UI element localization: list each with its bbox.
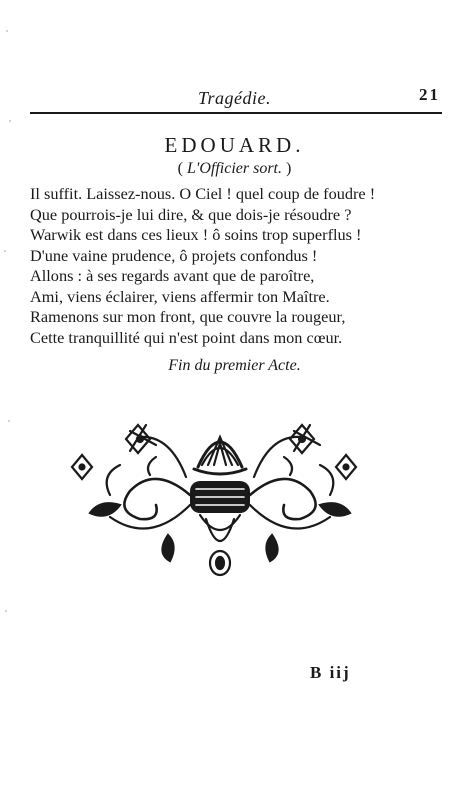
open-paren: ( <box>177 160 187 177</box>
page-speck <box>4 250 6 252</box>
signature-mark: B iij <box>310 663 351 682</box>
verse-line: Cette tranquillité qui n'est point dans mon cœur. <box>30 327 343 347</box>
verse-line: D'une vaine prudence, ô projets confondus ! <box>30 245 318 265</box>
verse-line: Il suffit. Laissez-nous. O Ciel ! quel coup de foudre ! <box>30 184 376 203</box>
page-speck <box>9 120 11 122</box>
verse-line: Ami, viens éclairer, viens affermir ton Maître. <box>30 286 330 306</box>
page-number: 21 <box>419 85 440 104</box>
close-paren: ) <box>281 160 292 177</box>
page-speck <box>6 30 8 32</box>
speaker-name: EDOUARD. <box>164 133 305 157</box>
running-header <box>30 82 442 114</box>
page-speck <box>5 610 7 612</box>
running-title: Tragédie. <box>198 88 272 108</box>
tailpiece-ornament-icon <box>60 395 380 595</box>
verse-line: Allons : à ses regards avant que de paroître, <box>30 266 315 285</box>
verse-line: Que pourrois-je lui dire, & que dois-je résoudre ? <box>30 204 352 224</box>
act-end-caption: Fin du premier Acte. <box>168 357 301 374</box>
verse-line: Warwik est dans ces lieux ! ô soins trop superflus ! <box>30 225 362 244</box>
stage-direction <box>0 160 469 178</box>
verse-line: Ramenons sur mon front, que couvre la rougeur, <box>30 307 346 326</box>
verse-block <box>30 184 450 348</box>
page-speck <box>8 420 10 422</box>
stage-direction-text: L'Officier sort. <box>187 160 282 177</box>
